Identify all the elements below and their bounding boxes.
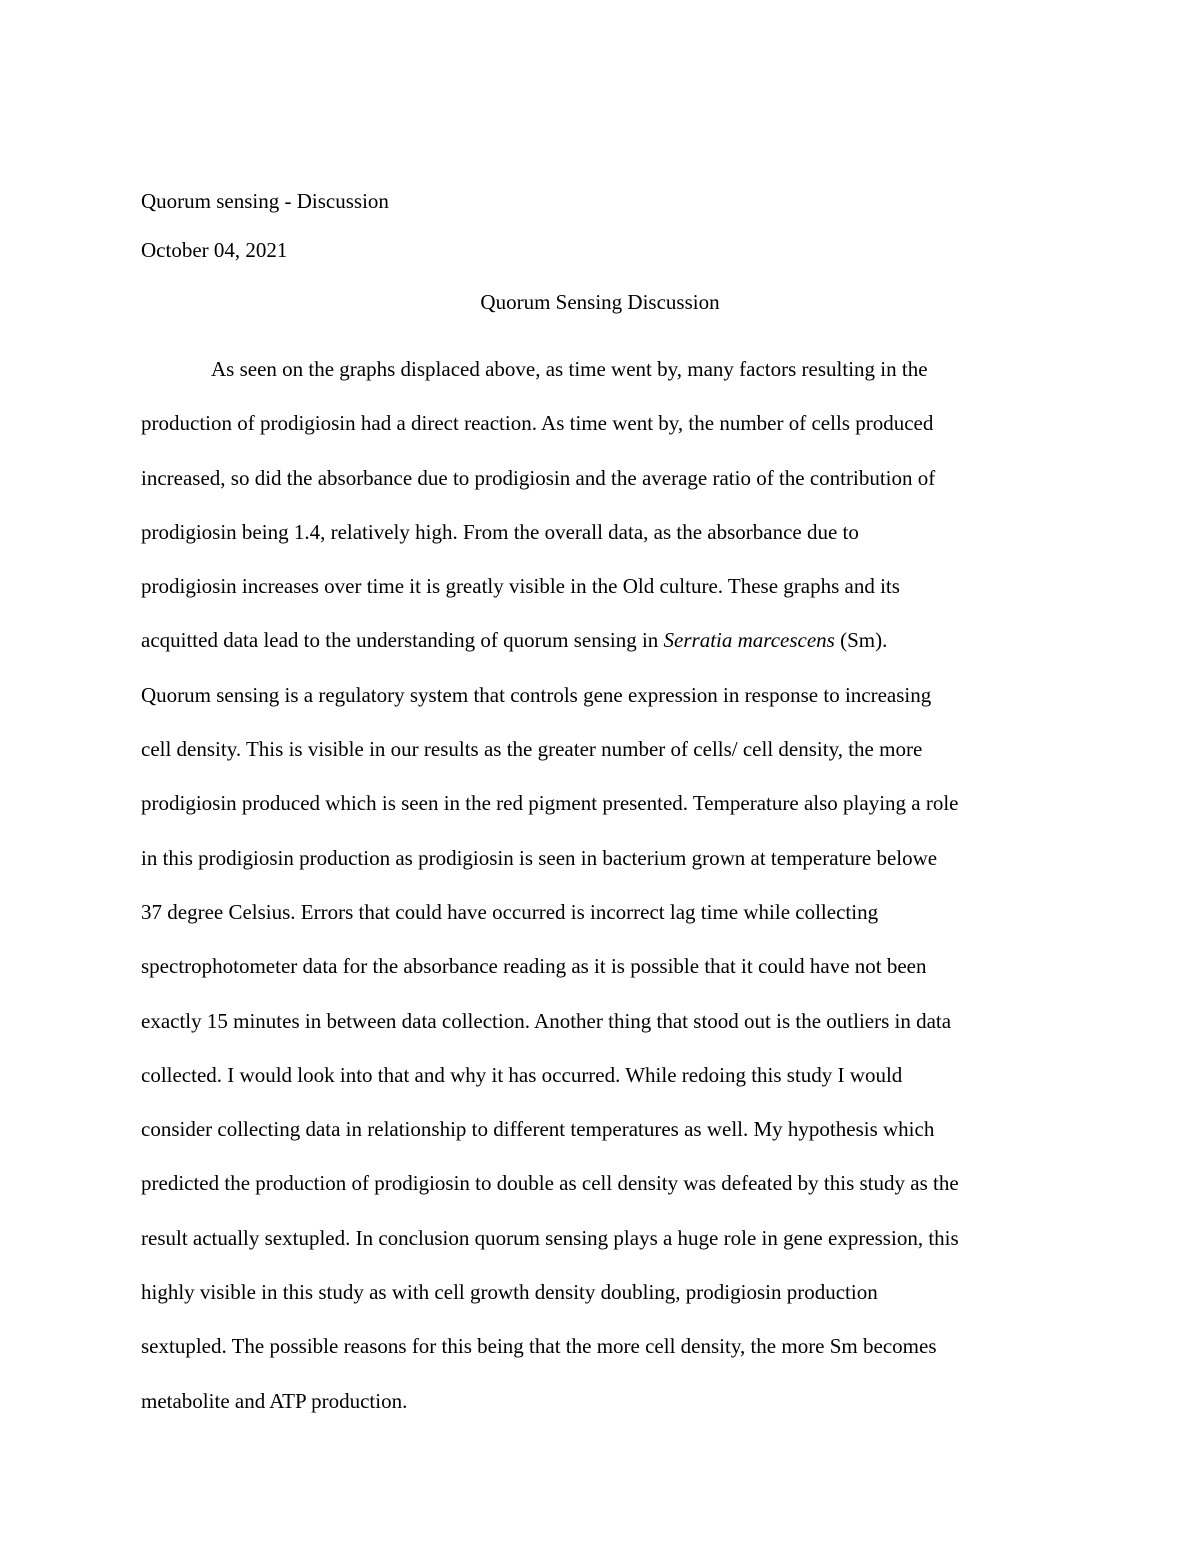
paragraph-line: Quorum sensing is a regulatory system that controls gene expression in response to increasing	[141, 682, 932, 707]
paragraph-line: metabolite and ATP production.	[141, 1388, 408, 1413]
paragraph-line: prodigiosin produced which is seen in the red pigment presented. Temperature also playing a role	[141, 791, 959, 816]
paragraph-line: As seen on the graphs displaced above, as time went by, many factors resulting in the	[211, 357, 928, 381]
paragraph-line: result actually sextupled. In conclusion quorum sensing plays a huge role in gene expression, this	[141, 1225, 959, 1250]
paragraph-line: predicted the production of prodigiosin to double as cell density was defeated by this study as the	[141, 1171, 959, 1196]
paragraph-line: prodigiosin being 1.4, relatively high. From the overall data, as the absorbance due to	[141, 519, 859, 544]
paragraph-line: spectrophotometer data for the absorbance reading as it is possible that it could have not been	[141, 954, 927, 979]
paragraph-line: exactly 15 minutes in between data collection. Another thing that stood out is the outliers in data	[141, 1008, 952, 1033]
paragraph-line	[141, 613, 1059, 667]
paragraph-line: highly visible in this study as with cell growth density doubling, prodigiosin production	[141, 1280, 878, 1305]
paragraph-line: in this prodigiosin production as prodigiosin is seen in bacterium grown at temperature belowe	[141, 845, 938, 870]
discussion-paragraph	[141, 342, 1059, 1428]
paragraph-line: increased, so did the absorbance due to prodigiosin and the average ratio of the contribution of	[141, 465, 936, 490]
paragraph-line: 37 degree Celsius. Errors that could have occurred is incorrect lag time while collecting	[141, 899, 879, 924]
paragraph-line: prodigiosin increases over time it is greatly visible in the Old culture. These graphs and its	[141, 574, 900, 599]
paragraph-line: collected. I would look into that and why it has occurred. While redoing this study I would	[141, 1062, 903, 1087]
document-title: Quorum Sensing Discussion	[480, 290, 720, 314]
paragraph-line: cell density. This is visible in our results as the greater number of cells/ cell density, the more	[141, 737, 923, 762]
document-subject: Quorum sensing - Discussion	[141, 189, 389, 213]
line-text: acquitted data lead to the understanding of quorum sensing in	[141, 628, 664, 653]
species-name: Serratia marcescens	[663, 628, 835, 653]
document-date: October 04, 2021	[141, 238, 288, 262]
line-text: (Sm).	[834, 628, 888, 653]
paragraph-line: consider collecting data in relationship to different temperatures as well. My hypothesis which	[141, 1117, 935, 1142]
paragraph-line: sextupled. The possible reasons for this being that the more cell density, the more Sm becomes	[141, 1334, 937, 1359]
paragraph-line: production of prodigiosin had a direct reaction. As time went by, the number of cells produced	[141, 411, 934, 436]
